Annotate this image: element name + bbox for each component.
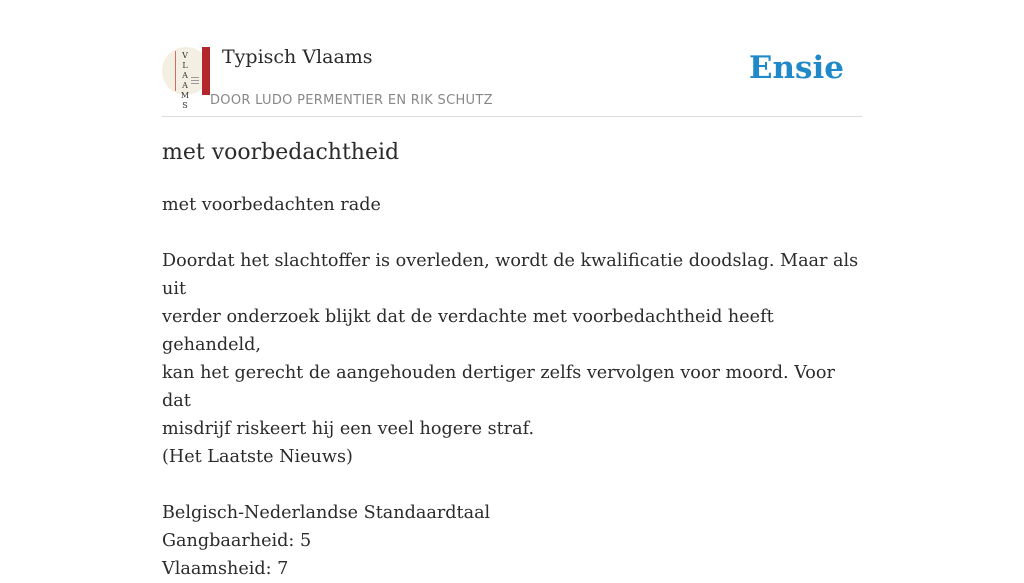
example-line: verder onderzoek blijkt dat de verdachte met voorbedachtheid heeft gehandeld, [162,307,774,355]
book-cover-icon[interactable] [162,47,210,110]
gangbaarheid-score: Gangbaarheid: 5 [162,531,312,551]
vlaamsheid-score: Vlaamsheid: 7 [162,559,289,579]
paragraph-gap [162,219,862,247]
example-source: (Het Laatste Nieuws) [162,447,353,467]
entry-synonym: met voorbedachten rade [162,195,381,215]
byline: DOOR LUDO PERMENTIER EN RIK SCHUTZ [210,93,493,108]
ensie-logo-link[interactable]: Ensie [748,50,844,86]
cover-lettering: V L A A M S [180,51,190,110]
paragraph-gap [162,471,862,499]
entry-content [162,191,862,583]
example-line: kan het gerecht de aangehouden dertiger zelfs vervolgen voor moord. Voor dat [162,363,835,411]
entry-title: met voorbedachtheid [162,140,400,165]
example-text [162,247,862,443]
cover-text-lines [191,77,199,86]
cover-accent-line [175,51,176,91]
language-label: Belgisch-Nederlandse Standaardtaal [162,503,491,523]
site-title[interactable]: Typisch Vlaams [222,46,373,68]
cover-spine [202,47,210,95]
example-line: misdrijf riskeert hij een veel hogere straf. [162,419,535,439]
entry [162,137,862,583]
site-header [162,44,862,117]
example-line: Doordat het slachtoffer is overleden, wordt de kwalificatie doodslag. Maar als uit [162,251,859,299]
